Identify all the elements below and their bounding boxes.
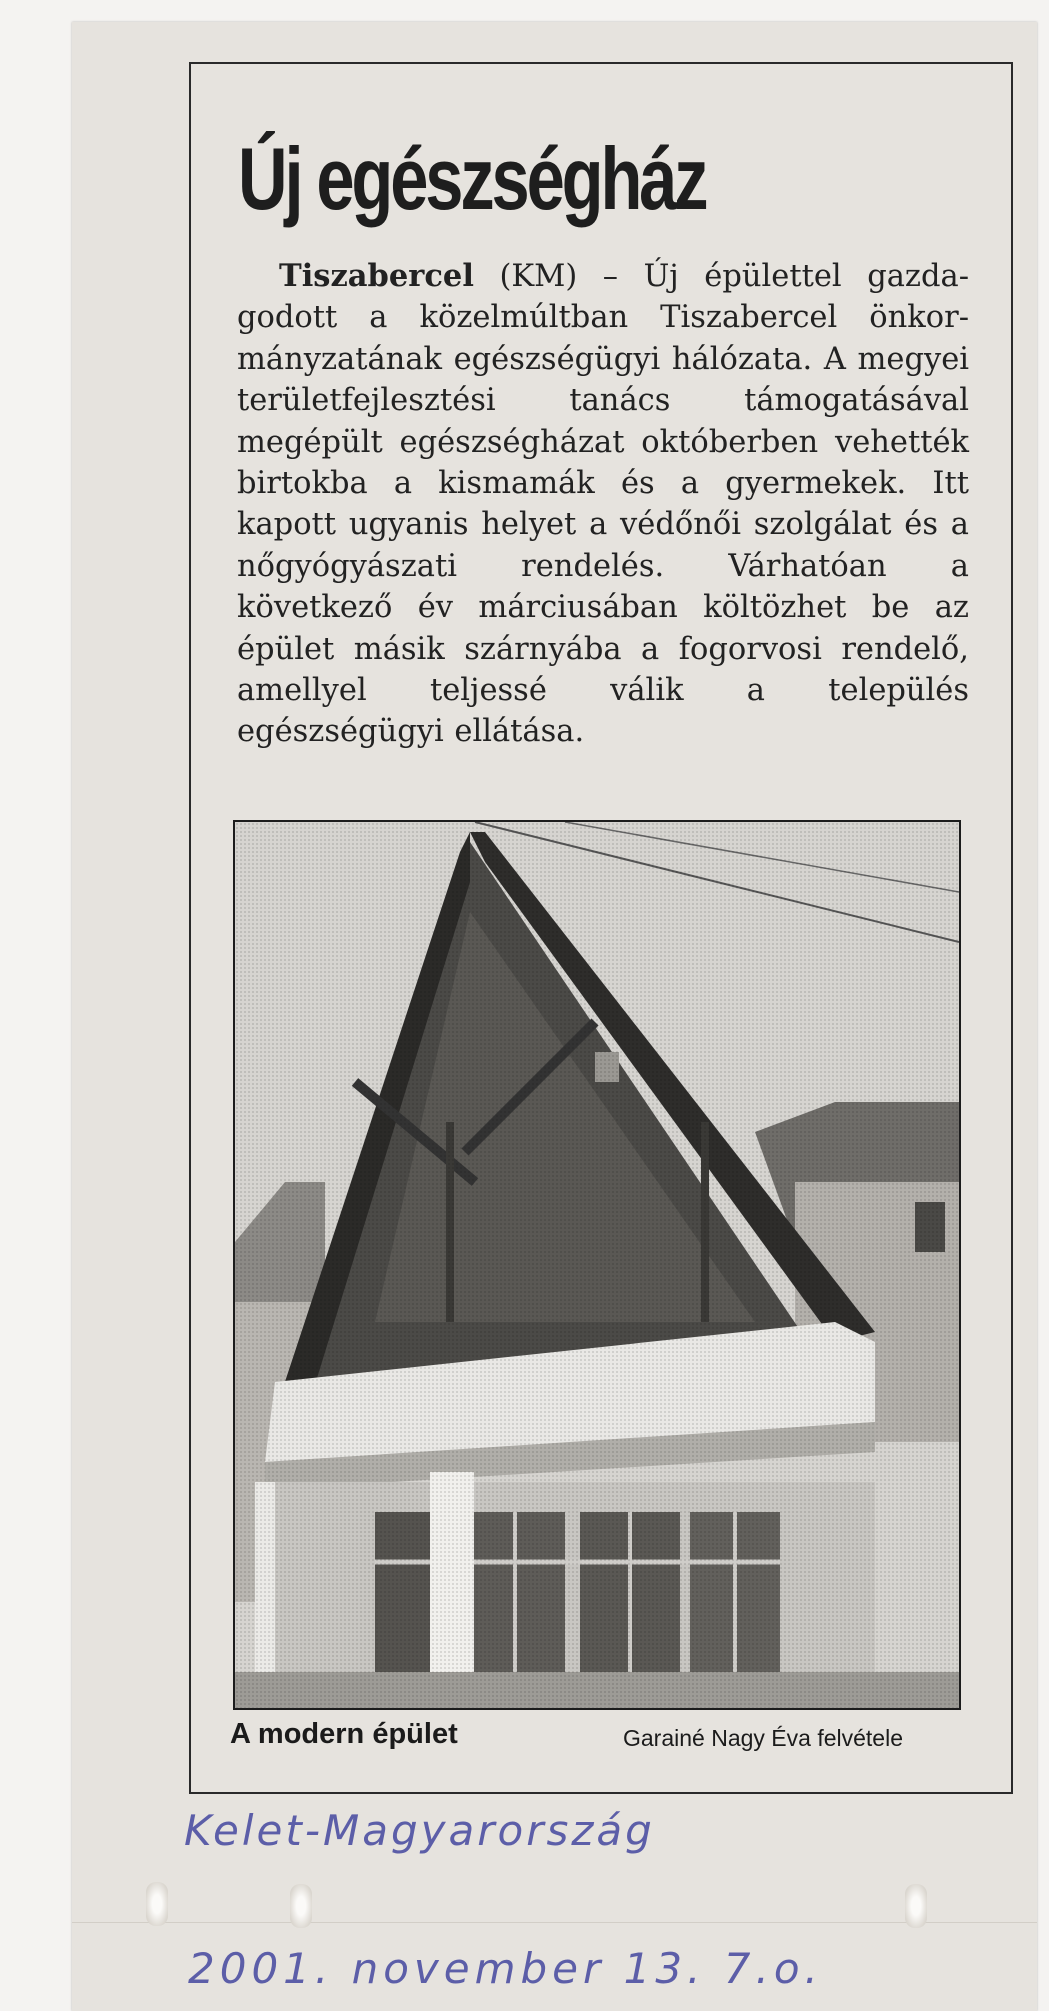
fold-line — [72, 1922, 1037, 1923]
article-dateline: Tiszabercel — [279, 258, 474, 294]
photo-caption: A modern épület — [230, 1718, 458, 1750]
article-headline: Új egészségház — [238, 129, 706, 228]
handwritten-source: Kelet-Magyarország — [184, 1806, 655, 1855]
photo-credit: Garainé Nagy Éva felvétele — [623, 1725, 903, 1751]
staple-hole — [146, 1882, 168, 1926]
article-body — [237, 256, 969, 753]
staple-hole — [905, 1884, 927, 1928]
building-photo — [233, 820, 961, 1710]
article-body-text: (KM) – Új épülettel gazdagodott a közelmúltban Tiszabercel önkormányzatának egészségügyi hálózata. A megyei területfejlesztési tanács támogatásával megépült egészségházat októberben vehették birtokba a kismamák és a gyermekek. Itt kapott ugyanis helyet a védőnői szolgálat és a nőgyógyászati rendelés. Várhatóan a következő év márciusában költözhet be az épület másik szárnyába a fogorvosi rendelő, amellyel teljessé válik a település egészségügyi ellátása. — [237, 259, 969, 750]
handwritten-date: 2001. november 13. 7.o. — [188, 1944, 823, 1993]
staple-hole — [290, 1884, 312, 1928]
